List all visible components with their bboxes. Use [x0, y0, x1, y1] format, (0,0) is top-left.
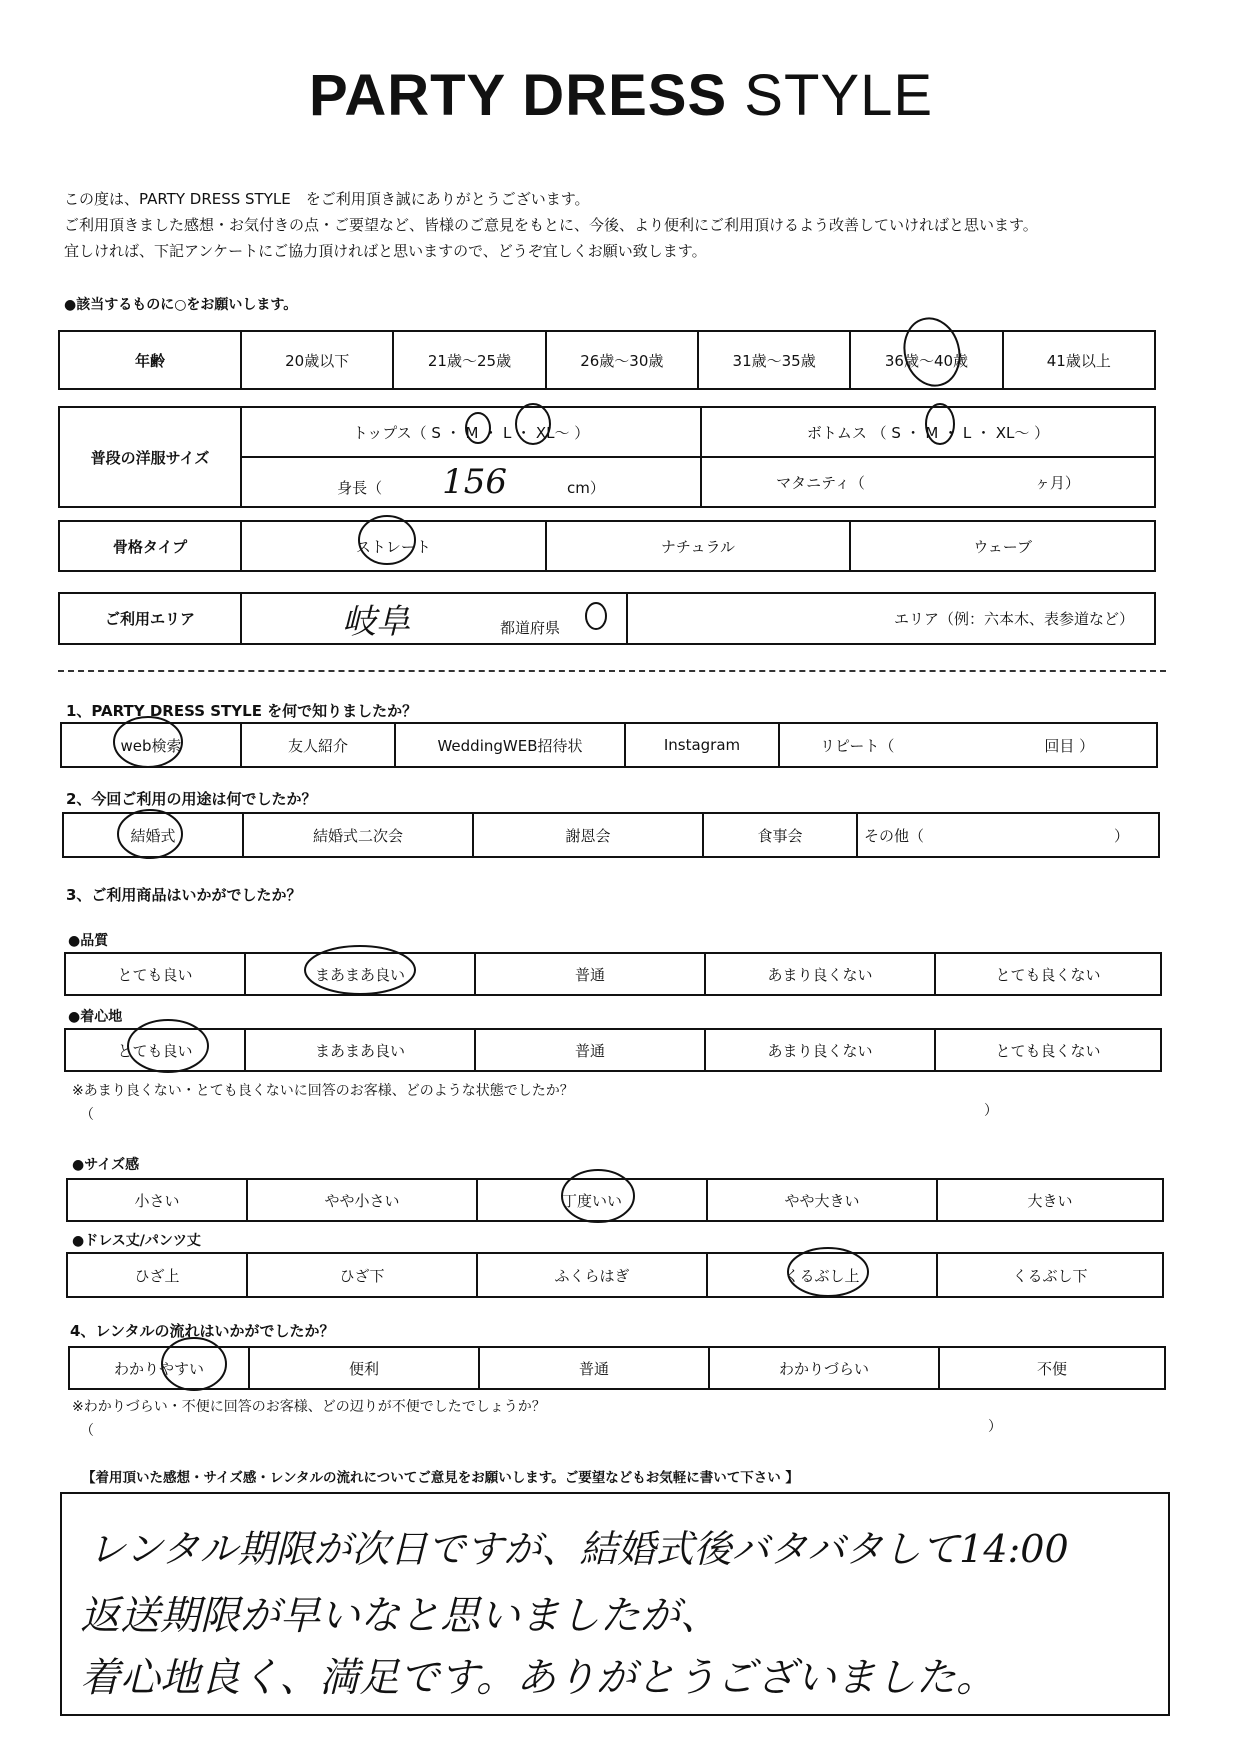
quality-option[interactable]: とても良くない: [935, 953, 1161, 995]
age-option[interactable]: 20歳以下: [241, 331, 393, 389]
length-option[interactable]: くるぶし上: [707, 1253, 937, 1297]
quality-table: [64, 952, 1162, 996]
comfort-option[interactable]: まあまあ良い: [245, 1029, 475, 1071]
comfort-table: [64, 1028, 1162, 1072]
q1-table: [60, 722, 1158, 768]
quality-option[interactable]: あまり良くない: [705, 953, 935, 995]
tops-size[interactable]: トップス（ S ・ M ・ L ・ XL〜 ）: [241, 407, 701, 457]
comfort-note: ※あまり良くない・とても良くないに回答のお客様、どのような状態でしたか？: [72, 1083, 574, 1099]
q4-table: [68, 1346, 1166, 1390]
age-option[interactable]: 31歳〜35歳: [698, 331, 850, 389]
intro-text: [64, 186, 1038, 264]
area-label: ご利用エリア: [59, 593, 241, 644]
feedback-title: 【着用頂いた感想・サイズ感・レンタルの流れについてご意見をお願いします。ご要望などもお気軽に書いて下さい 】: [82, 1470, 799, 1486]
q1-title: 1、PARTY DRESS STYLE を何で知りましたか？: [66, 702, 418, 720]
intro-line: 宜しければ、下記アンケートにご協力頂ければと思いますので、どうぞ宜しくお願い致します。: [64, 242, 707, 260]
fit-option[interactable]: 小さい: [67, 1179, 247, 1221]
comfort-option[interactable]: とても良い: [65, 1029, 245, 1071]
intro-line: ご利用頂きました感想・お気付きの点・ご要望など、皆様のご意見をもとに、今後、より便利にご利用頂けるよう改善していければと思います。: [64, 216, 1038, 234]
length-option[interactable]: ふくらはぎ: [477, 1253, 707, 1297]
feedback-line: 返送期限が早いなと思いましたが、: [80, 1593, 720, 1639]
prefecture-value: 岐阜: [342, 602, 410, 642]
q3-title: 3、ご利用商品はいかがでしたか？: [66, 886, 302, 904]
frame-option[interactable]: ウェーブ: [850, 521, 1155, 571]
q1-option[interactable]: Instagram: [625, 723, 779, 767]
comfort-option[interactable]: 普通: [475, 1029, 705, 1071]
q2-option[interactable]: 結婚式: [63, 813, 243, 857]
q2-other[interactable]: その他（ ）: [857, 813, 1159, 857]
area-field[interactable]: エリア（例：六本木、表参道など）: [627, 593, 1155, 644]
q2-title: 2、今回ご利用の用途は何でしたか？: [66, 790, 317, 808]
divider: [58, 670, 1166, 672]
feedback-box[interactable]: [60, 1492, 1170, 1716]
intro-line: この度は、PARTY DRESS STYLE をご利用頂き誠にありがとうございます。: [64, 190, 590, 208]
fit-label: ●サイズ感: [72, 1157, 140, 1173]
age-table: [58, 330, 1156, 390]
age-label: 年齢: [59, 331, 241, 389]
q1-option[interactable]: 友人紹介: [241, 723, 395, 767]
fit-option[interactable]: 大きい: [937, 1179, 1163, 1221]
size-label: 普段の洋服サイズ: [59, 407, 241, 507]
q4-paren-open: （: [80, 1423, 94, 1439]
fit-table: [66, 1178, 1164, 1222]
q1-option[interactable]: web検索: [61, 723, 241, 767]
quality-option[interactable]: とても良い: [65, 953, 245, 995]
q4-paren-close: ）: [988, 1419, 1002, 1435]
q4-option[interactable]: 普通: [479, 1347, 709, 1389]
q2-option[interactable]: 食事会: [703, 813, 857, 857]
fit-option[interactable]: 丁度いい: [477, 1179, 707, 1221]
height-field[interactable]: 身長（ 156 cm）: [241, 457, 701, 507]
quality-option[interactable]: まあまあ良い: [245, 953, 475, 995]
length-option[interactable]: くるぶし下: [937, 1253, 1163, 1297]
maternity-field[interactable]: マタニティ（ ヶ月）: [701, 457, 1155, 507]
fit-option[interactable]: やや小さい: [247, 1179, 477, 1221]
frame-table: [58, 520, 1156, 572]
comfort-option[interactable]: あまり良くない: [705, 1029, 935, 1071]
age-option[interactable]: 41歳以上: [1003, 331, 1155, 389]
q4-note: ※わかりづらい・不便に回答のお客様、どの辺りが不便でしたでしょうか？: [72, 1399, 546, 1415]
length-table: [66, 1252, 1164, 1298]
instruction: ●該当するものに○をお願いします。: [64, 297, 298, 313]
age-option[interactable]: 21歳〜25歳: [393, 331, 545, 389]
comfort-label: ●着心地: [68, 1009, 123, 1025]
bottoms-size[interactable]: ボトムス （ S ・ M ・ L ・ XL〜 ）: [701, 407, 1155, 457]
height-value: 156: [442, 462, 508, 502]
quality-label: ●品質: [68, 933, 109, 949]
q2-option[interactable]: 結婚式二次会: [243, 813, 473, 857]
length-option[interactable]: ひざ下: [247, 1253, 477, 1297]
comfort-paren-open: （: [80, 1107, 94, 1123]
feedback-line: レンタル期限が次日ですが、結婚式後バタバタして14:00: [88, 1527, 1069, 1571]
q4-option[interactable]: 不便: [939, 1347, 1165, 1389]
fit-option[interactable]: やや大きい: [707, 1179, 937, 1221]
prefecture-field[interactable]: 岐阜 都道府県: [241, 593, 627, 644]
q4-title: 4、レンタルの流れはいかがでしたか？: [70, 1322, 335, 1340]
brand-logo: PARTY DRESS STYLE: [308, 63, 934, 128]
q4-option[interactable]: わかりづらい: [709, 1347, 939, 1389]
q2-option[interactable]: 謝恩会: [473, 813, 703, 857]
comfort-paren-close: ）: [984, 1103, 998, 1119]
comfort-option[interactable]: とても良くない: [935, 1029, 1161, 1071]
quality-option[interactable]: 普通: [475, 953, 705, 995]
q2-table: [62, 812, 1160, 858]
area-table: [58, 592, 1156, 645]
q1-option[interactable]: WeddingWEB招待状: [395, 723, 625, 767]
frame-label: 骨格タイプ: [59, 521, 241, 571]
q1-repeat[interactable]: リピート（ 回目 ）: [779, 723, 1157, 767]
age-option[interactable]: 26歳〜30歳: [546, 331, 698, 389]
frame-option[interactable]: ナチュラル: [546, 521, 851, 571]
age-option[interactable]: 36歳〜40歳: [850, 331, 1002, 389]
q4-option[interactable]: わかりやすい: [69, 1347, 249, 1389]
q4-option[interactable]: 便利: [249, 1347, 479, 1389]
length-option[interactable]: ひざ上: [67, 1253, 247, 1297]
size-table: [58, 406, 1156, 508]
feedback-line: 着心地良く、満足です。ありがとうございました。: [80, 1655, 996, 1701]
length-label: ●ドレス丈/パンツ丈: [72, 1233, 201, 1249]
frame-option[interactable]: ストレート: [241, 521, 546, 571]
